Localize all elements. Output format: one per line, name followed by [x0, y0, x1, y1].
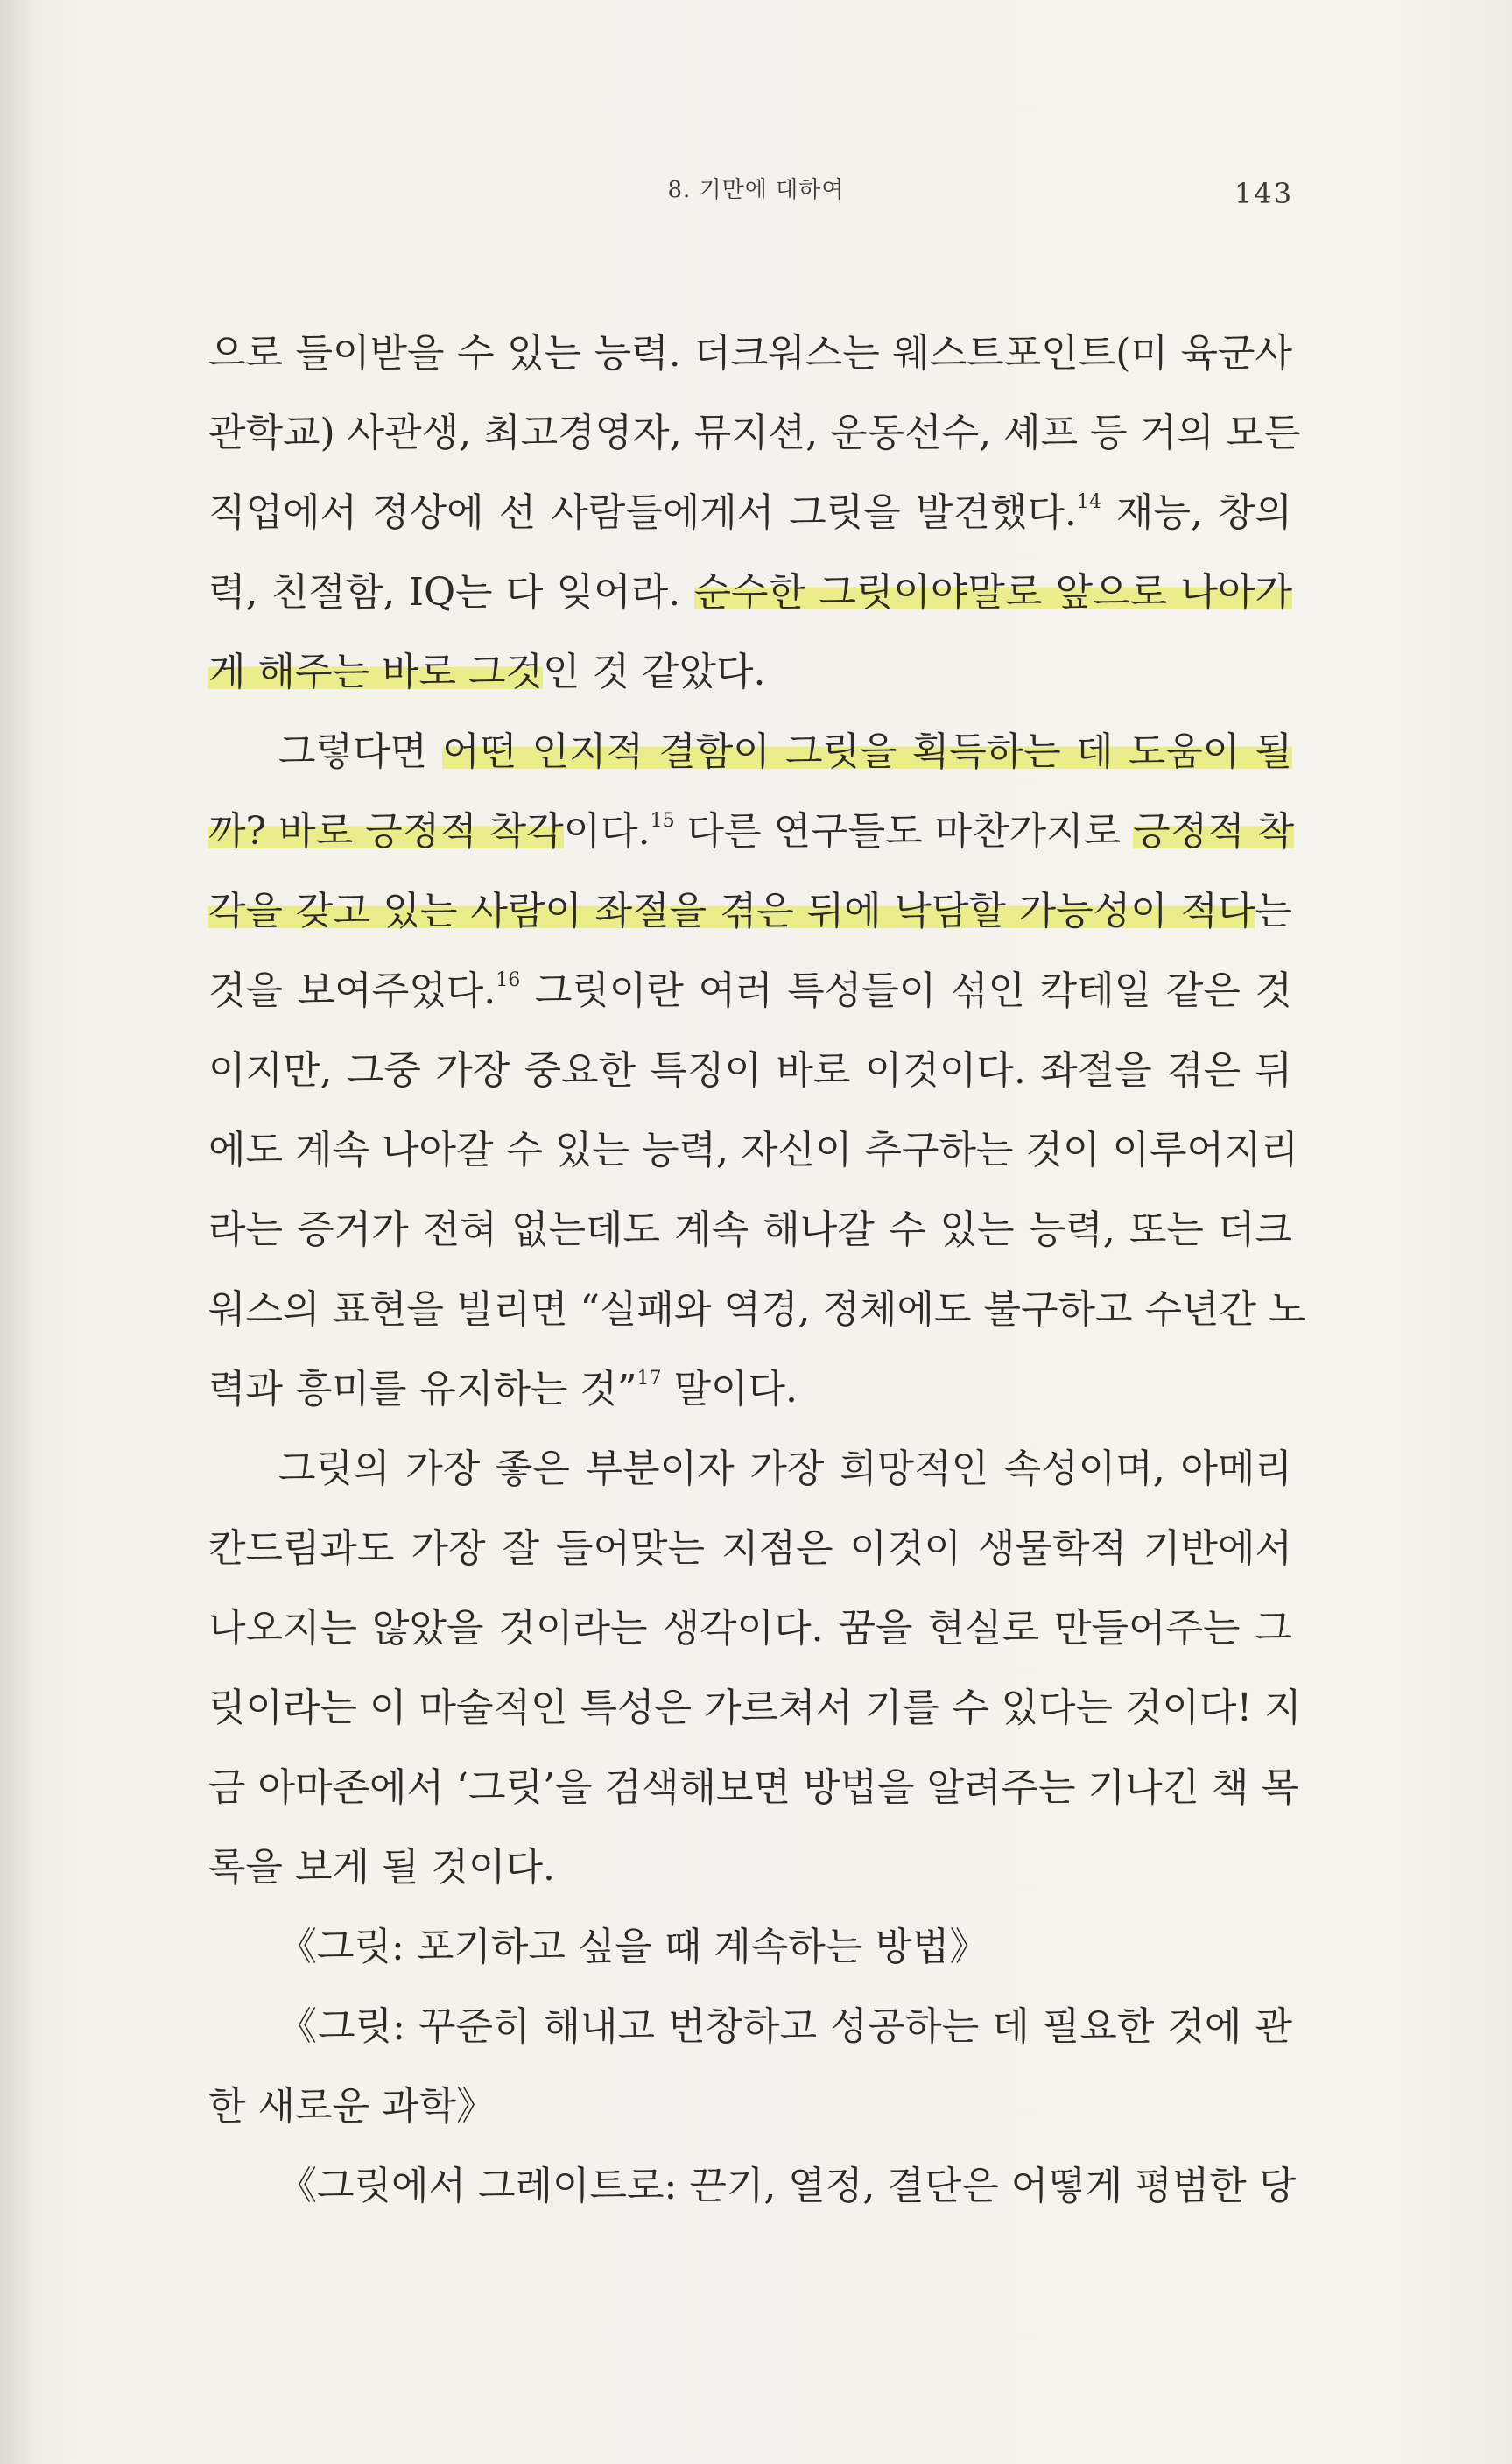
- text-segment: 력과 흥미를 유지하는 것”: [208, 1367, 637, 1412]
- text-line: [208, 1270, 1306, 1349]
- text-segment: 말이다.: [661, 1367, 798, 1412]
- text-segment: 인 것 같았다.: [543, 650, 766, 694]
- text-segment: 력, 친절함, IQ는 다 잊어라.: [208, 570, 694, 615]
- text-line: [208, 393, 1301, 473]
- text-line: [208, 1031, 1292, 1110]
- footnote-marker: 17: [636, 1368, 662, 1390]
- highlighted-text: 어떤 인지적 결함이 그릿을 획득하는 데 도움이 될: [442, 729, 1292, 774]
- book-title-item: [208, 2146, 1297, 2226]
- text-segment: 그릿의 가장 좋은 부분이자 가장 희망적인 속성이며, 아메리: [278, 1447, 1292, 1491]
- footnote-marker: 14: [1076, 491, 1101, 513]
- book-title-item: [208, 1987, 1292, 2146]
- text-segment: 에도 계속 나아갈 수 있는 능력, 자신이 추구하는 것이 이루어지리: [208, 1128, 1298, 1172]
- text-line: [208, 1588, 1292, 1668]
- book-title-line: 《그릿: 꾸준히 해내고 번창하고 성공하는 데 필요한 것에 관: [278, 2004, 1292, 2049]
- text-segment: 으로 들이받을 수 있는 능력. 더크워스는 웨스트포인트(미 육군사: [208, 331, 1292, 376]
- text-line: [208, 712, 1292, 792]
- text-line: [208, 1827, 1292, 1907]
- text-segment: 금 아마존에서 ‘그릿’을 검색해보면 방법을 알려주는 기나긴 책 목: [208, 1765, 1298, 1810]
- page-binding-shadow: [0, 0, 35, 2464]
- text-segment: 그릿이란 여러 특성들이 섞인 칵테일 같은 것: [520, 968, 1293, 1013]
- highlighted-text: 각을 갖고 있는 사람이 좌절을 겪은 뒤에 낙담할 가능성이 적다: [208, 889, 1255, 933]
- book-title-line: 《그릿에서 그레이트로: 끈기, 열정, 결단은 어떻게 평범한 당: [278, 2164, 1297, 2208]
- text-segment: 는: [1255, 889, 1292, 933]
- paragraph: [208, 712, 1306, 1429]
- text-segment: 재능, 창의: [1101, 490, 1292, 535]
- book-title-line: 한 새로운 과학》: [208, 2084, 495, 2129]
- page-number: 143: [1234, 177, 1294, 210]
- book-title-item: [208, 1907, 1292, 1987]
- text-segment: 것을 보여주었다.: [208, 968, 496, 1013]
- text-line: [208, 871, 1292, 951]
- paragraph: [208, 313, 1301, 712]
- highlighted-text: 게 해주는 바로 그것: [208, 650, 543, 694]
- footnote-marker: 15: [650, 810, 675, 832]
- text-line: [208, 1110, 1298, 1190]
- paragraph: [208, 1429, 1302, 1907]
- text-segment: 칸드림과도 가장 잘 들어맞는 지점은 이것이 생물학적 기반에서: [208, 1526, 1292, 1571]
- text-segment: 라는 증거가 전혀 없는데도 계속 해나갈 수 있는 능력, 또는 더크: [208, 1207, 1292, 1252]
- footnote-marker: 16: [496, 969, 521, 991]
- text-segment: 이지만, 그중 가장 중요한 특징이 바로 이것이다. 좌절을 겪은 뒤: [208, 1048, 1292, 1093]
- text-line: [208, 1429, 1292, 1509]
- text-line: [208, 1509, 1292, 1588]
- text-line: [208, 313, 1292, 393]
- text-segment: 이다.: [563, 809, 651, 854]
- body-text: [208, 313, 1306, 2226]
- text-segment: 직업에서 정상에 선 사람들에게서 그릿을 발견했다.: [208, 490, 1077, 535]
- text-segment: 관학교) 사관생, 최고경영자, 뮤지션, 운동선수, 셰프 등 거의 모든: [208, 411, 1301, 455]
- text-line: [208, 473, 1292, 553]
- text-line: [208, 792, 1295, 871]
- text-segment: 그렇다면: [278, 729, 443, 774]
- text-line: [208, 1349, 1292, 1429]
- text-line: [208, 1668, 1302, 1748]
- highlighted-text: 긍정적 착: [1133, 809, 1295, 854]
- highlighted-text: 까? 바로 긍정적 착각: [208, 809, 564, 854]
- text-segment: 록을 보게 될 것이다.: [208, 1845, 555, 1890]
- text-line: [208, 553, 1292, 632]
- text-line: [208, 632, 1292, 712]
- text-segment: 워스의 표현을 빌리면 “실패와 역경, 정체에도 불구하고 수년간 노: [208, 1287, 1306, 1332]
- text-segment: 나오지는 않았을 것이라는 생각이다. 꿈을 현실로 만들어주는 그: [208, 1606, 1292, 1651]
- text-segment: 다른 연구들도 마찬가지로: [674, 809, 1134, 854]
- running-head: 8. 기만에 대하여: [667, 177, 845, 203]
- text-segment: 릿이라는 이 마술적인 특성은 가르쳐서 기를 수 있다는 것이다! 지: [208, 1686, 1302, 1730]
- book-title-line: 《그릿: 포기하고 싶을 때 계속하는 방법》: [278, 1925, 988, 1969]
- text-line: [208, 951, 1292, 1031]
- highlighted-text: 순수한 그릿이야말로 앞으로 나아가: [693, 570, 1292, 615]
- text-line: [208, 1748, 1298, 1827]
- text-line: [208, 1190, 1292, 1270]
